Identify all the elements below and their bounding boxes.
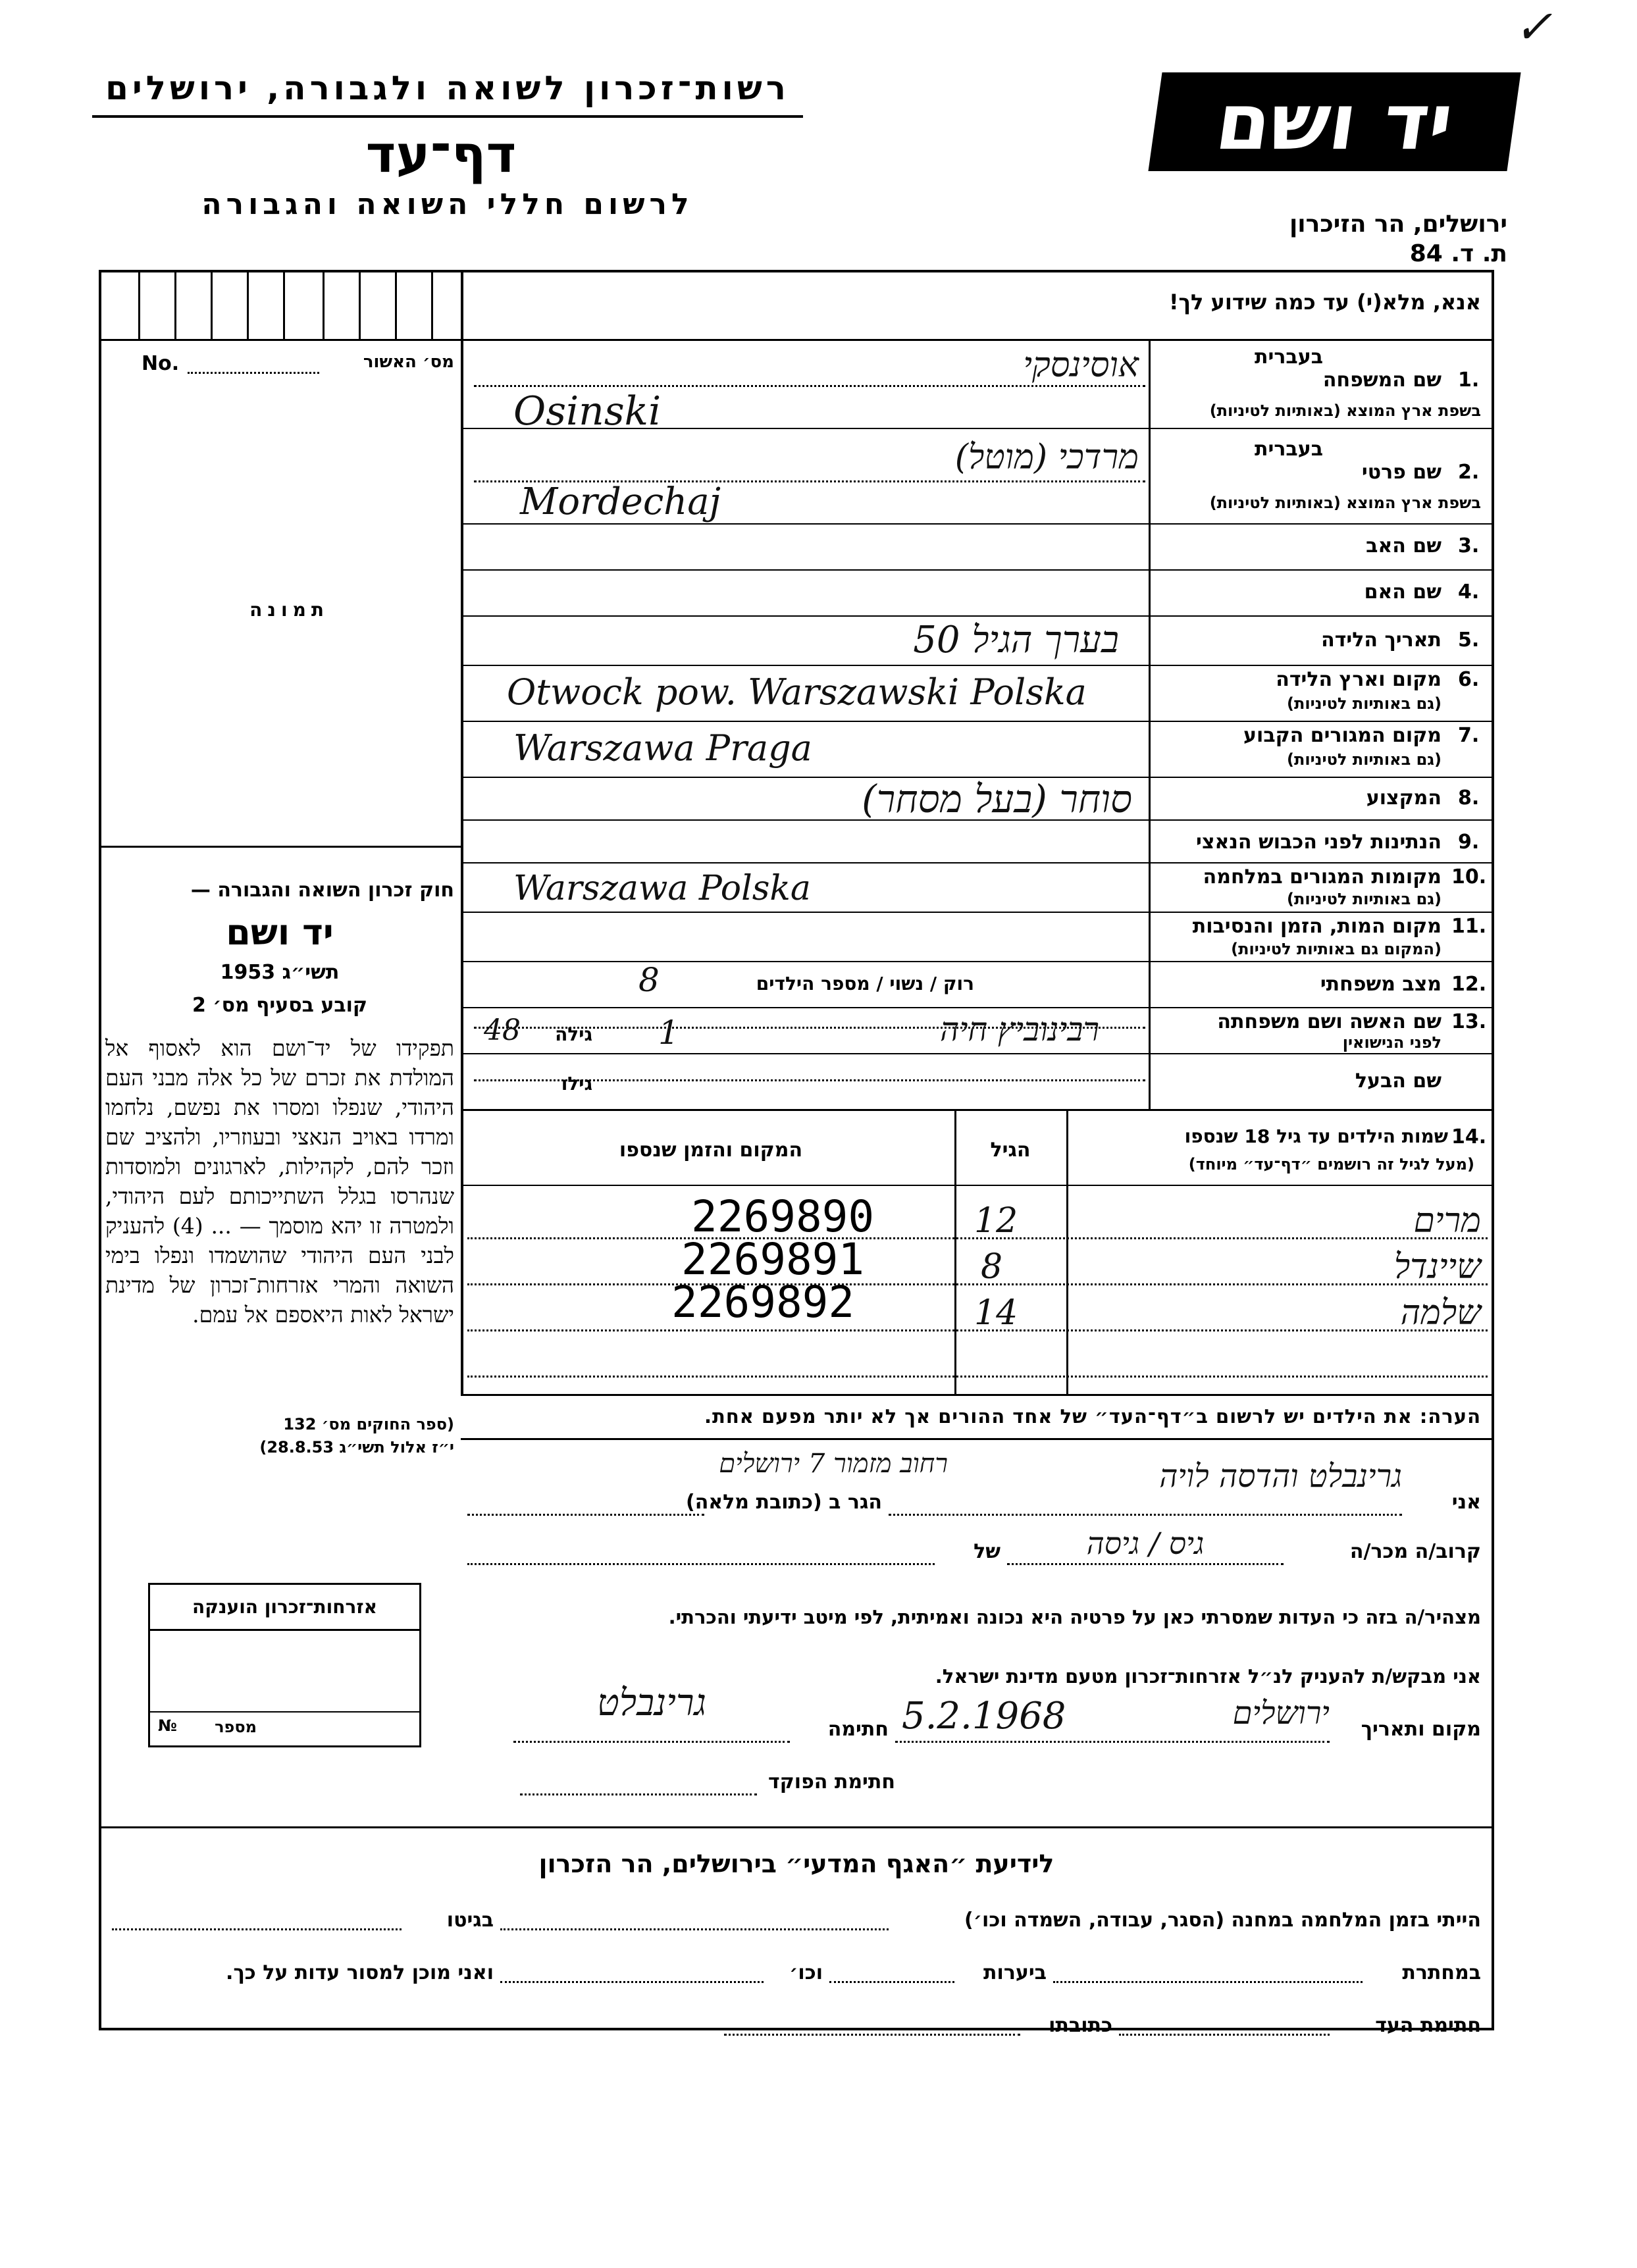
firstname-hebrew: מרדכי (מוטל) — [954, 438, 1139, 477]
field-father-label: שם האב — [1366, 534, 1442, 557]
law-ref-1: (ספר החוקים מס׳ 132 — [283, 1415, 454, 1433]
citizenship-box-number: מספר — [215, 1718, 257, 1736]
firstname-latin: Mordechaj — [520, 480, 721, 523]
child-name: שלמה — [1400, 1293, 1481, 1333]
citizenship-box-title: אזרחות־זכרון הוענקה — [192, 1596, 377, 1618]
field-husband-label: שם הבעל — [1355, 1070, 1442, 1093]
wartime-value: Warszawa Polska — [513, 869, 811, 908]
info-forests: ביערות — [983, 1961, 1047, 1984]
info-title: לידיעת ״האגף המדעי״ בירושלים, הר הזכרון — [538, 1849, 1054, 1878]
approval-no-label: No. — [142, 352, 180, 375]
truth-statement: מצהיר/ה בזה כי העדות שמסרתי כאן על פרטיה היא נכונה ואמיתית, לפי מיטב ידיעתי והכרתי. — [668, 1606, 1481, 1628]
wife-age-value-2: 48 — [484, 1014, 521, 1047]
info-etc: וכו׳ — [789, 1961, 823, 1984]
birth-value: בערך הגיל 50 — [913, 619, 1119, 661]
place-date-label: מקום ותאריך — [1361, 1718, 1481, 1741]
place-value: ירושלים — [1232, 1695, 1330, 1732]
death-sub: (המקום גם באותיות לטיניות) — [1231, 940, 1442, 958]
field-number-10: 10. — [1451, 865, 1487, 889]
declarant-address: רחוב מזמור 7 ירושלים — [719, 1449, 948, 1479]
info-witness-signature: חתימת העד — [1375, 2014, 1481, 2037]
field-number-2: 2. — [1458, 461, 1480, 484]
law-ref-2: י״ז אלול תשי״ג 28.8.53) — [259, 1438, 454, 1456]
children-header-place: המקום והזמן שנספו — [619, 1139, 803, 1162]
child-id: 2269890 — [691, 1191, 875, 1242]
field-nationality-label: הנתינות לפני הכבוש הנאצי — [1196, 831, 1442, 854]
field-death-label: מקום המות, הזמן והנסיבות — [1192, 915, 1442, 938]
field-mother-label: שם האם — [1364, 580, 1442, 604]
signature-value: גרינבלט — [597, 1682, 706, 1724]
relative-label: קרוב/ה מכר/ה — [1349, 1540, 1481, 1563]
child-name: מרים — [1413, 1201, 1481, 1241]
info-willing: ואני מוכן למסור עדות על כך. — [226, 1961, 494, 1984]
officer-signature-label: חתימת הפוקד — [768, 1770, 895, 1793]
field-number-8: 8. — [1458, 786, 1480, 810]
wife-value: רבינוביץ חיה — [940, 1010, 1099, 1048]
field-number-13: 13. — [1451, 1010, 1487, 1033]
field-wartime-label: מקומות המגורים במלחמה — [1203, 865, 1442, 889]
field-number-7: 7. — [1458, 724, 1480, 747]
field-number-6: 6. — [1458, 668, 1480, 691]
hebrew-tag-2: בעברית — [1255, 438, 1323, 461]
field-firstname-label: שם פרטי — [1361, 461, 1442, 484]
relation-value: גיס / גיסה — [1086, 1526, 1205, 1561]
law-text: תפקידו של יד־ושם הוא לאסוף אל המולדת את זכרם של כל אלה מבני העם היהודי, שנפלו ומסרו את נפשם, נלחמו ומרדו באויב הנאצי ובעוזריו, ולהציב שם וזכר להם, לקהילות, לארגונים ולמוסדות שנהרסו בגלל השתייכותם לעם היהודי, ולמטרה זו יהא מוסמך — ... (4) להעניק לבני העם היהודי שהושמדו ונפלו בימי השואה והמרי אזרחות־זכרון של מדינת ישראל לאות היאספם אל עמם. — [105, 1035, 454, 1327]
info-address: כתובתו — [1049, 2014, 1112, 2037]
resides-label: הגר ב (כתובת מלאה) — [685, 1491, 882, 1514]
latin-sub-1: בשפת ארץ המוצא (באותיות לטיניות) — [1209, 401, 1481, 420]
field-number-1: 1. — [1458, 369, 1480, 392]
corner-check-mark: ✓ — [1514, 0, 1553, 54]
citizenship-box-no: № — [158, 1716, 177, 1735]
children-count-value: 8 — [638, 961, 660, 999]
wife-age-value: 1 — [658, 1014, 679, 1052]
address: ירושלים, הר הזיכרון — [1289, 211, 1507, 238]
field-number-4: 4. — [1458, 580, 1480, 604]
declarant-label: אני — [1451, 1491, 1481, 1514]
signature-label: חתימה — [827, 1718, 889, 1741]
children-header-names: שמות הילדים עד גיל 18 שנספו — [1184, 1125, 1448, 1147]
child-name: שיינדל — [1393, 1247, 1481, 1287]
latin-sub-2: בשפת ארץ המוצא (באותיות לטיניות) — [1209, 494, 1481, 512]
field-residence-label: מקום המגורים הקבוע — [1243, 724, 1442, 747]
field-number-11: 11. — [1451, 915, 1487, 938]
info-line-1-ghetto: בגיטו — [446, 1909, 494, 1932]
children-header-note: (מעל לגיל זה רושמים ״דף־עד״ מיוחד) — [1188, 1155, 1474, 1173]
also-latin-7: (גם באותיות לטיניות) — [1287, 750, 1442, 769]
also-latin-10: (גם באותיות לטיניות) — [1287, 890, 1442, 908]
also-latin-6: (גם באותיות לטיניות) — [1287, 694, 1442, 713]
child-age: 14 — [974, 1293, 1018, 1333]
birthplace-value: Otwock pow. Warszawski Polska — [507, 671, 1087, 713]
hebrew-tag-1: בעברית — [1255, 346, 1323, 369]
field-profession-label: המקצוע — [1366, 786, 1442, 810]
marital-options: רוק / נשוי / מספר הילדים — [756, 973, 974, 994]
intro-text: אנא, מלא(י) עד כמה שידוע לך! — [1168, 290, 1481, 315]
po-box: ת. ד. 84 — [1409, 240, 1507, 267]
field-marital-label: מצב משפחתי — [1320, 973, 1442, 996]
law-title: חוק זכרון השואה והגבורה — — [190, 879, 454, 902]
law-year: תשי״ג 1953 — [220, 961, 340, 984]
law-name: יד ושם — [226, 912, 334, 953]
child-age: 8 — [981, 1247, 1003, 1287]
field-number-12: 12. — [1451, 973, 1487, 996]
child-id: 2269892 — [671, 1277, 855, 1327]
child-id: 2269891 — [681, 1234, 865, 1285]
child-age: 12 — [974, 1201, 1018, 1241]
declarant-name: גרינבלט והדסה לויה — [1159, 1458, 1402, 1495]
date-value: 5.2.1968 — [902, 1695, 1066, 1738]
field-birthplace-label: מקום וארץ הלידה — [1276, 668, 1442, 691]
children-header-age: הגיל — [990, 1139, 1031, 1162]
approval-label: מס׳ האשור — [363, 352, 454, 372]
form-title: דף־עד — [365, 125, 517, 184]
of-label: של — [974, 1540, 1000, 1563]
wife-sub: לפני הנישואין — [1342, 1033, 1442, 1052]
wife-age-label: גילה — [555, 1023, 592, 1045]
law-clause: קובע בסעיף מס׳ 2 — [192, 994, 368, 1017]
surname-latin: Osinski — [513, 388, 662, 434]
field-number-3: 3. — [1458, 534, 1480, 557]
citizenship-request: אני מבקש/ת להעניק לנ״ל אזרחות־זכרון מטעם מדינת ישראל. — [935, 1665, 1481, 1688]
yad-vashem-logo: יד ושם — [1148, 72, 1520, 171]
field-number-9: 9. — [1458, 831, 1480, 854]
profession-value: סוחר (בעל מסחר) — [862, 777, 1132, 821]
authority-name: רשות־זכרון לשואה ולגבורה, ירושלים — [105, 69, 790, 107]
field-birthdate-label: תאריך הלידה — [1321, 629, 1442, 652]
info-line-1: הייתי בזמן המלחמה במחנה (הסגר, עבודה, השמדה וכו׳) — [964, 1909, 1481, 1932]
field-wife-label: שם האשה ושם משפחתה — [1217, 1010, 1442, 1033]
note-text: הערה: את הילדים יש לרשום ב״דף־העד״ של אחד ההורים אך לא יותר מפעם אחת. — [704, 1405, 1481, 1428]
info-underground: במחתרת — [1402, 1961, 1481, 1984]
husband-age-label: גילו — [561, 1073, 592, 1095]
field-number-14: 14. — [1451, 1125, 1487, 1148]
surname-hebrew: אוסינסקי — [1023, 346, 1139, 385]
photo-label: תמונה — [249, 599, 329, 621]
field-surname-label: שם המשפחה — [1322, 369, 1442, 392]
residence-value: Warszawa Praga — [513, 727, 812, 769]
field-number-5: 5. — [1458, 629, 1480, 652]
form-subtitle: לרשום חללי השואה והגבורה — [201, 188, 694, 221]
